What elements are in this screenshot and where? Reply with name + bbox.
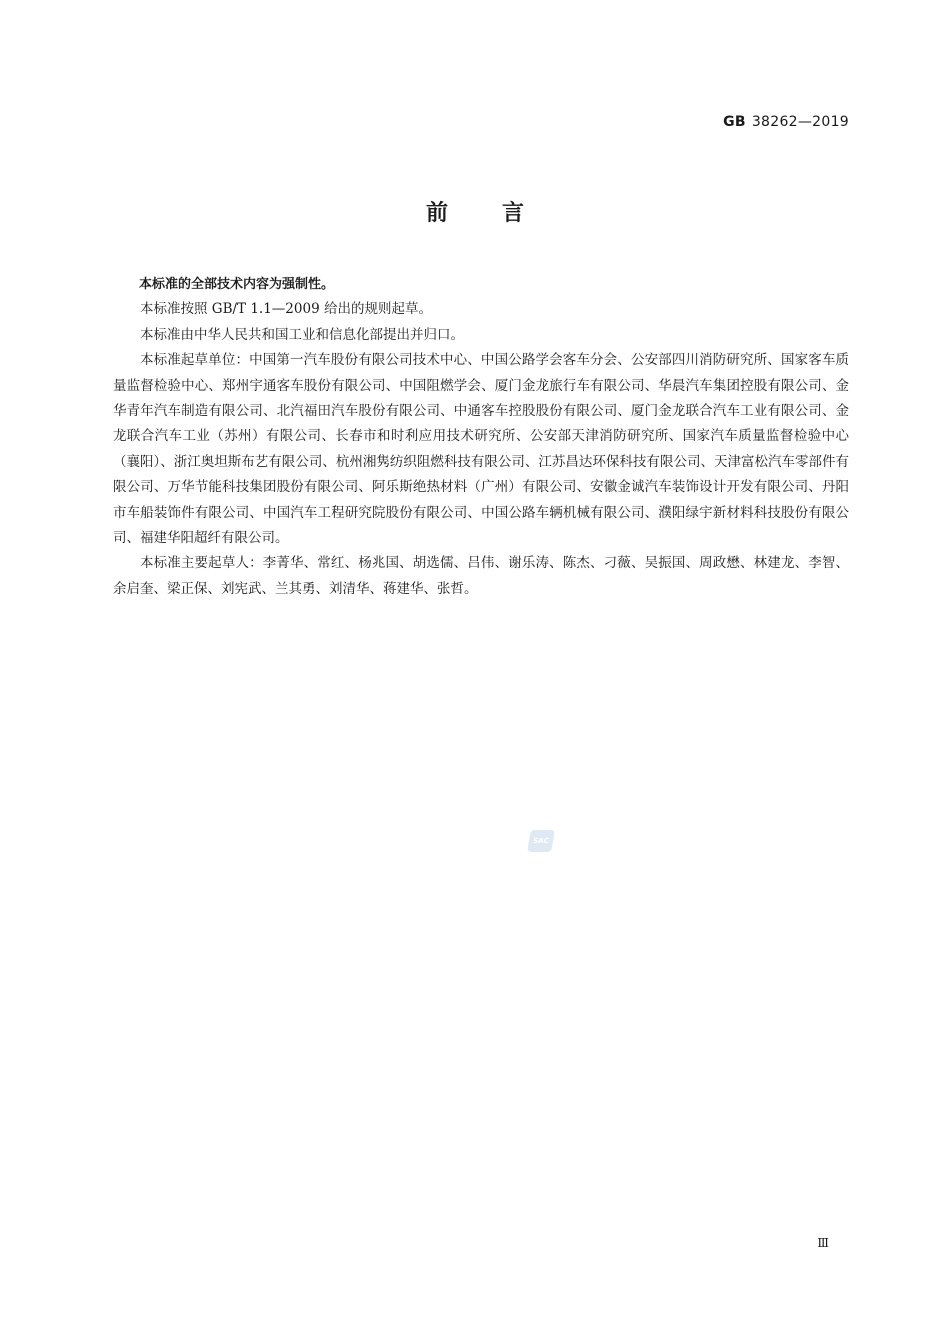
- watermark-text: SAC: [532, 837, 550, 845]
- foreword-body: [113, 272, 849, 602]
- standard-code: [723, 114, 849, 130]
- paragraph-drafting-rules: 本标准按照 GB/T 1.1—2009 给出的规则起草。: [140, 301, 432, 318]
- standard-prefix: GB: [723, 114, 746, 130]
- page-title: [0, 196, 950, 227]
- paragraph-drafters: 本标准主要起草人：李菁华、常红、杨兆国、胡选儒、吕伟、谢乐涛、陈杰、刁薇、吴振国、周政懋、林建龙、李智、余启奎、梁正保、刘宪武、兰其勇、刘清华、蒋建华、张哲。: [113, 555, 849, 597]
- paragraph-proposer: 本标准由中华人民共和国工业和信息化部提出并归口。: [140, 326, 464, 343]
- sac-watermark-logo: [527, 830, 555, 852]
- paragraph-drafting-units: 本标准起草单位：中国第一汽车股份有限公司技术中心、中国公路学会客车分会、公安部四川消防研究所、国家客车质量监督检验中心、郑州宇通客车股份有限公司、中国阻燃学会、厦门金龙旅行车有限公司、华晨汽车集团控股有限公司、金华青年汽车制造有限公司、北汽福田汽车股份有限公司、中通客车控股股份有限公司、厦门金龙联合汽车工业有限公司、金龙联合汽车工业（苏州）有限公司、长春市和时利应用技术研究所、公安部天津消防研究所、国家汽车质量监督检验中心（襄阳）、浙江奥坦斯布艺有限公司、杭州湘隽纺织阻燃科技有限公司、江苏昌达环保科技有限公司、天津富松汽车零部件有限公司、万华节能科技集团股份有限公司、阿乐斯绝热材料（广州）有限公司、安徽金诚汽车装饰设计开发有限公司、丹阳市车船装饰件有限公司、中国汽车工程研究院股份有限公司、中国公路车辆机械有限公司、濮阳绿宇新材料科技股份有限公司、福建华阳超纤有限公司。: [113, 352, 849, 547]
- standard-number: 38262—2019: [751, 114, 849, 130]
- page-number: Ⅲ: [817, 1236, 829, 1250]
- title-char-1: 前: [425, 201, 448, 226]
- paragraph-mandatory: 本标准的全部技术内容为强制性。: [139, 277, 335, 292]
- title-char-2: 言: [502, 201, 525, 226]
